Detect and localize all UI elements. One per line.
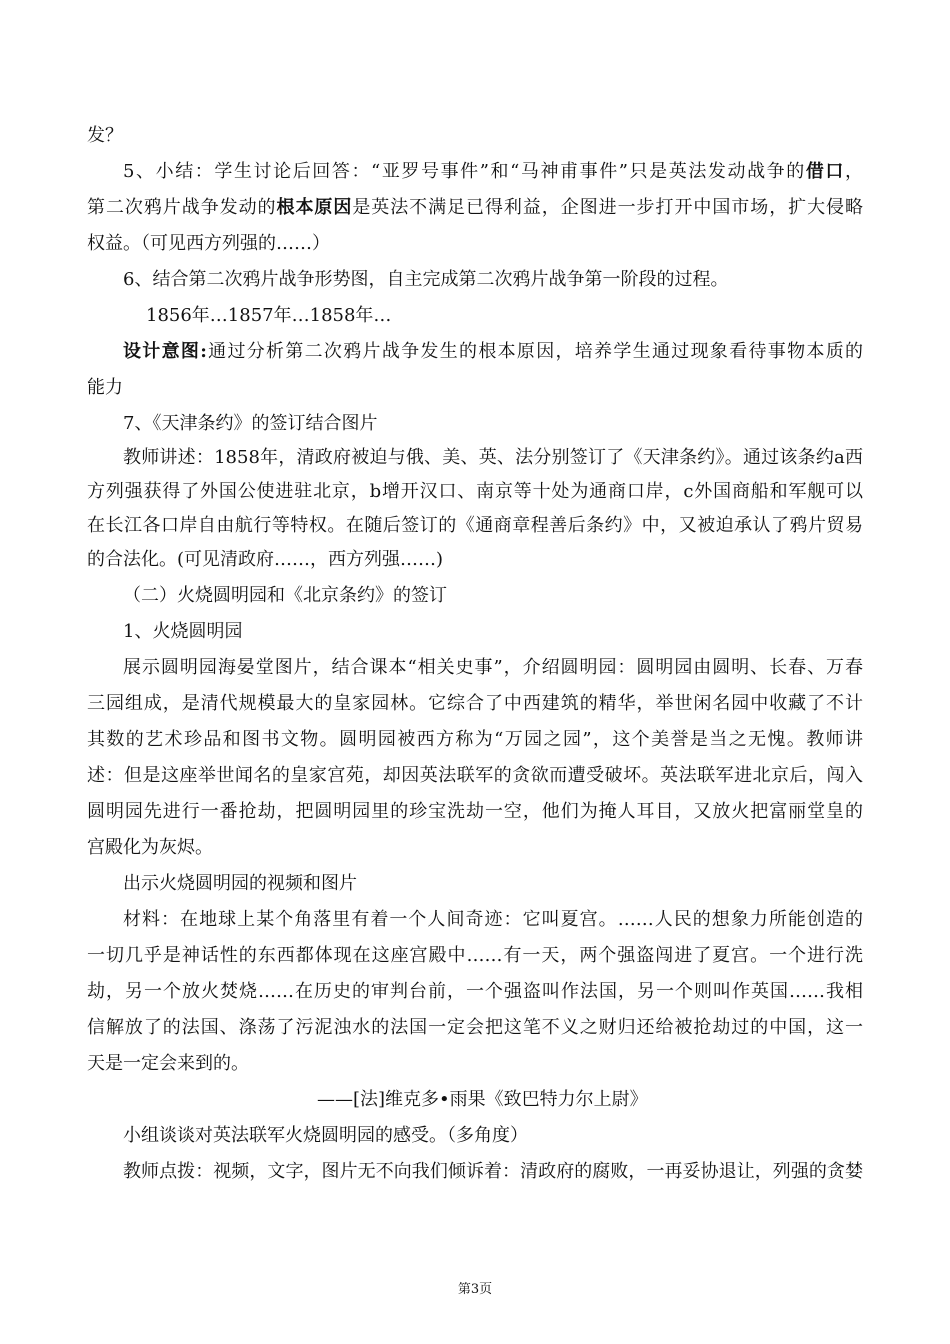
quote-attribution: ——[法]维克多•雨果《致巴特力尔上尉》	[317, 1089, 648, 1110]
text-run: 通过分析第二次鸦片战争发生的根本原因，培养学生通过现象看待事物本质的	[206, 341, 863, 362]
text-run: 是英法不满足已得利益，企图进一步打开中国市场，扩大侵略	[352, 197, 863, 218]
text-line: 信解放了的法国、涤荡了污泥浊水的法国一定会把这笔不义之财归还给被抢劫过的中国，这一	[87, 1017, 863, 1038]
bold-term-excuse: 借口	[805, 161, 845, 182]
text-line: 1856年…1857年…1858年…	[146, 305, 392, 326]
text-line: 小组谈谈对英法联军火烧圆明园的感受。（多角度）	[123, 1125, 528, 1146]
text-line: 7、《天津条约》的签订结合图片	[123, 413, 378, 434]
text-line: 圆明园先进行一番抢劫，把圆明园里的珍宝洗劫一空，他们为掩人耳目，又放火把富丽堂皇的	[87, 801, 863, 822]
bold-label-design-intent: 设计意图:	[123, 341, 207, 362]
text-line: 出示火烧圆明园的视频和图片	[123, 873, 357, 894]
page-number: 第3页	[457, 1282, 493, 1297]
text-run: 第二次鸦片战争发动的	[87, 197, 277, 218]
text-line: 一切几乎是神话性的东西都体现在这座宫殿中……有一天，两个强盗闯进了夏宫。一个进行洗	[87, 945, 863, 966]
text-line: 在长江各口岸自由航行等特权。在随后签订的《通商章程善后条约》中，又被迫承认了鸦片贸易	[87, 515, 863, 536]
text-line: 的合法化。(可见清政府……，西方列强……)	[87, 549, 444, 570]
text-line	[87, 196, 863, 220]
text-line: 6、结合第二次鸦片战争形势图，自主完成第二次鸦片战争第一阶段的过程。	[123, 269, 729, 290]
text-run: ，	[845, 161, 863, 182]
text-line: 方列强获得了外国公使进驻北京，b增开汉口、南京等十处为通商口岸，c外国商船和军舰可以	[87, 481, 863, 502]
text-line: 其数的艺术珍品和图书文物。圆明园被西方称为“万园之园”，这个美誉是当之无愧。教师讲	[87, 729, 863, 750]
text-line: 劫，另一个放火焚烧……在历史的审判台前，一个强盗叫作法国，另一个则叫作英国……我相	[87, 981, 863, 1002]
text-line: 述：但是这座举世闻名的皇家宫苑，却因英法联军的贪欲而遭受破坏。英法联军进北京后，闯入	[87, 765, 863, 786]
text-line: 材料：在地球上某个角落里有着一个人间奇迹：它叫夏宫。……人民的想象力所能创造的	[123, 909, 863, 930]
section-heading: （二）火烧圆明园和《北京条约》的签订	[123, 585, 447, 606]
text-line: 能力	[87, 377, 123, 398]
text-line: 三园组成，是清代规模最大的皇家园林。它综合了中西建筑的精华，举世闲名园中收藏了不计	[87, 693, 863, 714]
text-line: 天是一定会来到的。	[87, 1053, 249, 1074]
text-line: 教师点拨：视频，文字，图片无不向我们倾诉着：清政府的腐败，一再妥协退让，列强的贪婪	[123, 1161, 863, 1182]
text-line: 展示圆明园海晏堂图片，结合课本“相关史事”，介绍圆明园：圆明园由圆明、长春、万春	[123, 657, 863, 678]
text-line	[123, 160, 863, 184]
text-run: 5、小结：学生讨论后回答：“亚罗号事件”和“马神甫事件”只是英法发动战争的	[123, 161, 806, 182]
text-line: 教师讲述：1858年，清政府被迫与俄、美、英、法分别签订了《天津条约》。通过该条约a西	[123, 447, 863, 468]
subsection-heading: 1、火烧圆明园	[123, 621, 243, 642]
bold-term-root-cause: 根本原因	[276, 197, 353, 218]
text-line: 宫殿化为灰烬。	[87, 837, 213, 858]
text-line: 发？	[87, 125, 123, 146]
text-line: 权益。（可见西方列强的……）	[87, 233, 330, 254]
text-line	[123, 340, 863, 364]
